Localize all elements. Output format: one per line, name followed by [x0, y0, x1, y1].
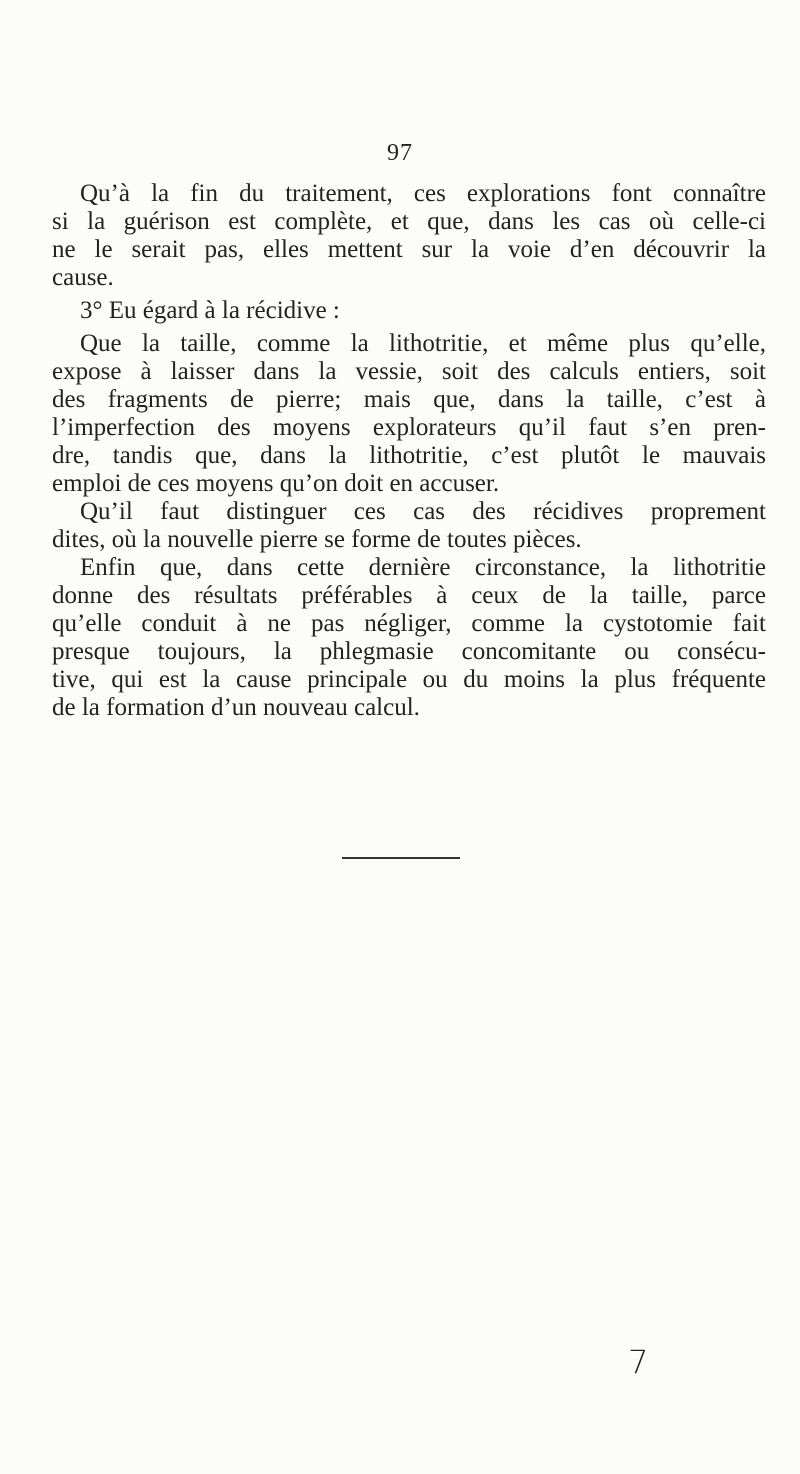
text-line: dre, tandis que, dans la lithotritie, c’est plutôt le mauvais: [52, 442, 766, 469]
text-line: cause.: [52, 264, 114, 291]
text-line: des fragments de pierre; mais que, dans la taille, c’est à: [52, 386, 766, 413]
text-line: si la guérison est complète, et que, dans les cas où celle-ci: [52, 208, 766, 235]
text-line: tive, qui est la cause principale ou du moins la plus fréquente: [52, 666, 766, 693]
text-line: ne le serait pas, elles mettent sur la voie d’en découvrir la: [52, 236, 766, 263]
section-divider: [342, 857, 460, 859]
text-line: donne des résultats préférables à ceux de la taille, parce: [52, 582, 766, 609]
text-line: Enfin que, dans cette dernière circonstance, la lithotritie: [80, 554, 766, 581]
text-line: emploi de ces moyens qu’on doit en accuser.: [52, 470, 500, 497]
signature-mark: 7: [628, 1343, 649, 1381]
page-number: 97: [387, 140, 413, 166]
text-line: Qu’il faut distinguer ces cas des récidives proprement: [80, 498, 766, 525]
text-line: l’imperfection des moyens explorateurs qu’il faut s’en pren-: [52, 414, 766, 441]
section-heading: 3° Eu égard à la récidive :: [80, 297, 340, 324]
text-line: qu’elle conduit à ne pas négliger, comme la cystotomie fait: [52, 610, 766, 637]
text-line: de la formation d’un nouveau calcul.: [52, 694, 420, 721]
body-text: [52, 180, 766, 722]
text-line: expose à laisser dans la vessie, soit des calculs entiers, soit: [52, 358, 766, 385]
text-line: Qu’à la fin du traitement, ces explorations font connaître: [80, 180, 766, 207]
text-line: dites, où la nouvelle pierre se forme de toutes pièces.: [52, 526, 582, 553]
text-line: Que la taille, comme la lithotritie, et même plus qu’elle,: [80, 330, 766, 357]
text-line: presque toujours, la phlegmasie concomitante ou consécu-: [52, 638, 766, 665]
